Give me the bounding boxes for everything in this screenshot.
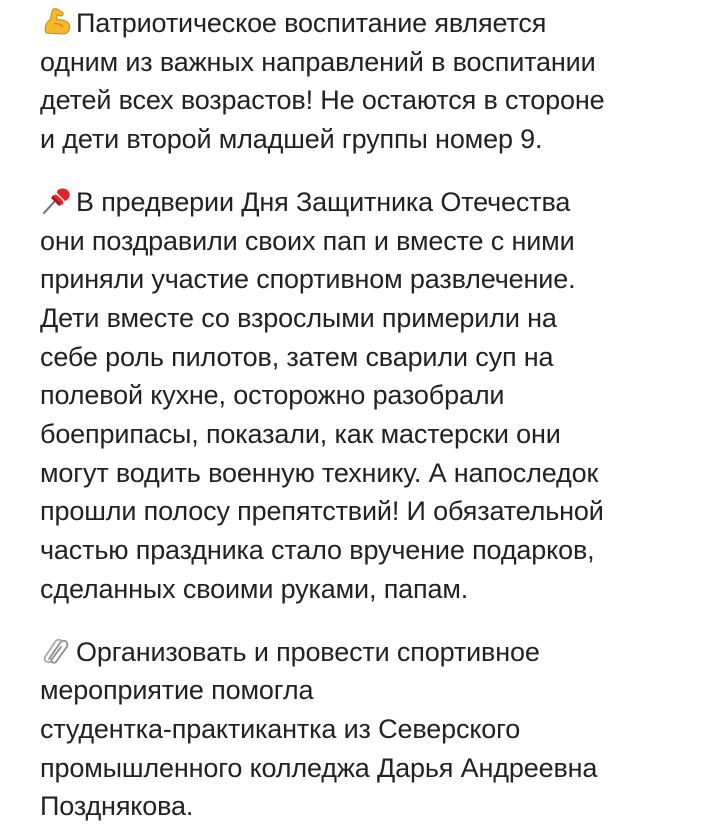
text-line: мероприятие помогла	[40, 675, 314, 706]
text-line: они поздравили своих пап и вместе с ними	[40, 225, 575, 256]
text-line: сделанных своими руками, папам.	[40, 573, 469, 604]
paragraph-defender-day	[40, 183, 690, 609]
text-line: Позднякова.	[40, 791, 194, 822]
text-line: могут водить военную технику. А напоследок	[40, 457, 599, 488]
text-line: Дети вместе со взрослыми примерили на	[40, 302, 557, 333]
text-line: прошли полосу препятствий! И обязательной	[40, 496, 604, 527]
pushpin-icon	[40, 185, 74, 215]
text-line: Патриотическое воспитание является	[40, 4, 690, 43]
text-line: приняли участие спортивном развлечение.	[40, 264, 576, 295]
text-line: себе роль пилотов, затем сварили суп на	[40, 341, 554, 372]
text-line: и дети второй младшей группы номер 9.	[40, 124, 543, 155]
post-text	[40, 0, 690, 826]
paragraph-organizer	[40, 633, 690, 827]
paragraph-patriotic-education	[40, 0, 690, 159]
paperclip-icon	[40, 635, 74, 665]
text-line: В предверии Дня Защитника Отечества	[40, 183, 690, 222]
flexed-biceps-icon	[40, 6, 74, 36]
text-line: одним из важных направлений в воспитании	[40, 46, 596, 77]
text-line: боеприпасы, показали, как мастерски они	[40, 419, 561, 450]
text-line: Организовать и провести спортивное	[40, 633, 690, 672]
text-line: частью праздника стало вручение подарков,	[40, 535, 595, 566]
text-line: полевой кухне, осторожно разобрали	[40, 380, 505, 411]
text-line: промышленного колледжа Дарья Андреевна	[40, 752, 598, 783]
text-line: студентка-практикантка из Северского	[40, 713, 521, 744]
text-line: детей всех возрастов! Не остаются в стороне	[40, 85, 605, 116]
